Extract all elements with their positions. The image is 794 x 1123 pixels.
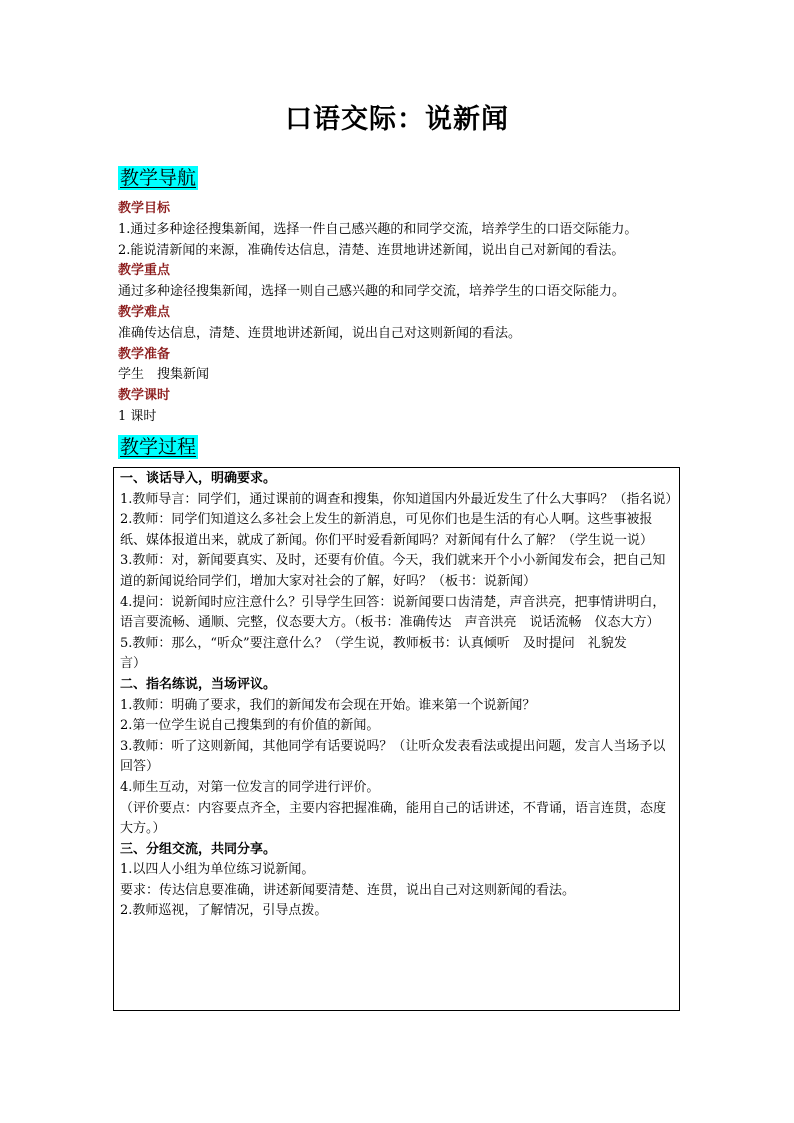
page-title: 口语交际：说新闻: [285, 104, 509, 135]
step-paragraph: （评价要点：内容要点齐全，主要内容把握准确，能用自己的话讲述，不背诵，语言连贯，态度大方。）: [120, 800, 667, 837]
step-paragraph: 5.教师：那么，“听众”要注意什么？（学生说，教师板书：认真倾听 及时提问 礼貌发: [120, 635, 627, 651]
teaching-navigation-content: [118, 199, 688, 428]
step-heading: 一、谈话导入，明确要求。: [120, 471, 277, 486]
step-heading: 三、分组交流，共同分享。: [120, 841, 277, 857]
section-heading-teaching-process: 教学过程: [120, 436, 197, 458]
difficulty-label: 教学难点: [118, 304, 171, 320]
goal-label: 教学目标: [118, 201, 171, 216]
step-paragraph: 要求：传达信息要准确，讲述新闻要清楚、连贯，说出自己对这则新闻的看法。: [120, 882, 576, 898]
difficulty-text: 准确传达信息，清楚、连贯地讲述新闻，说出自己对这则新闻的看法。: [118, 325, 522, 341]
section-heading-teaching-navigation: 教学导航: [120, 167, 197, 189]
step-paragraph: 言）: [120, 656, 147, 672]
class-hours-label: 教学课时: [118, 388, 171, 404]
goal-item: 2.能说清新闻的来源，准确传达信息，清楚、连贯地讲述新闻，说出自己对新闻的看法。: [118, 242, 625, 258]
step-heading: 二、指名练说，当场评议。: [120, 676, 277, 692]
class-hours-text: 1 课时: [118, 408, 157, 424]
step-paragraph: 4.师生互动，对第一位发言的同学进行评价。: [120, 779, 380, 795]
step-paragraph: 2.教师巡视，了解情况，引导点拨。: [120, 903, 328, 919]
teaching-process-box: [113, 467, 680, 1011]
step-paragraph: 1.教师：明确了要求，我们的新闻发布会现在开始。谁来第一个说新闻？: [120, 697, 536, 713]
key-point-label: 教学重点: [118, 263, 171, 279]
step-paragraph: 1.教师导言：同学们，通过课前的调查和搜集，你知道国内外最近发生了什么大事吗？（指名说）: [120, 491, 679, 507]
goal-item: 1.通过多种途径搜集新闻，选择一件自己感兴趣的和同学交流，培养学生的口语交际能力。: [118, 221, 638, 237]
step-paragraph: 2.教师：同学们知道这么多社会上发生的新消息，可见你们也是生活的有心人啊。这些事被报纸、媒体报道出来，就成了新闻。你们平时爱看新闻吗？对新闻有什么了解？（学生说一说）: [120, 512, 654, 548]
preparation-text: 学生 搜集新闻: [118, 367, 210, 383]
step-paragraph: 3.教师：对，新闻要真实、及时，还要有价值。今天，我们就来开个小小新闻发布会，把自己知道的新闻说给同学们，增加大家对社会的了解，好吗？（板书：说新闻）: [120, 553, 666, 589]
step-paragraph: 1.以四人小组为单位练习说新闻。: [120, 862, 315, 878]
step-paragraph: 3.教师：听了这则新闻，其他同学有话要说吗？（让听众发表看法或提出问题，发言人当场予以回答）: [120, 738, 666, 775]
preparation-label: 教学准备: [118, 346, 171, 362]
step-paragraph: 2.第一位学生说自己搜集到的有价值的新闻。: [120, 718, 380, 734]
step-paragraph: 4.提问：说新闻时应注意什么？引导学生回答：说新闻要口齿清楚，声音洪亮，把事情讲明白，语言要流畅、通顺、完整，仪态要大方。（板书：准确传达 声音洪亮 说话流畅 仪态大方）: [120, 594, 666, 631]
key-point-text: 通过多种途径搜集新闻，选择一则自己感兴趣的和同学交流，培养学生的口语交际能力。: [118, 284, 626, 300]
